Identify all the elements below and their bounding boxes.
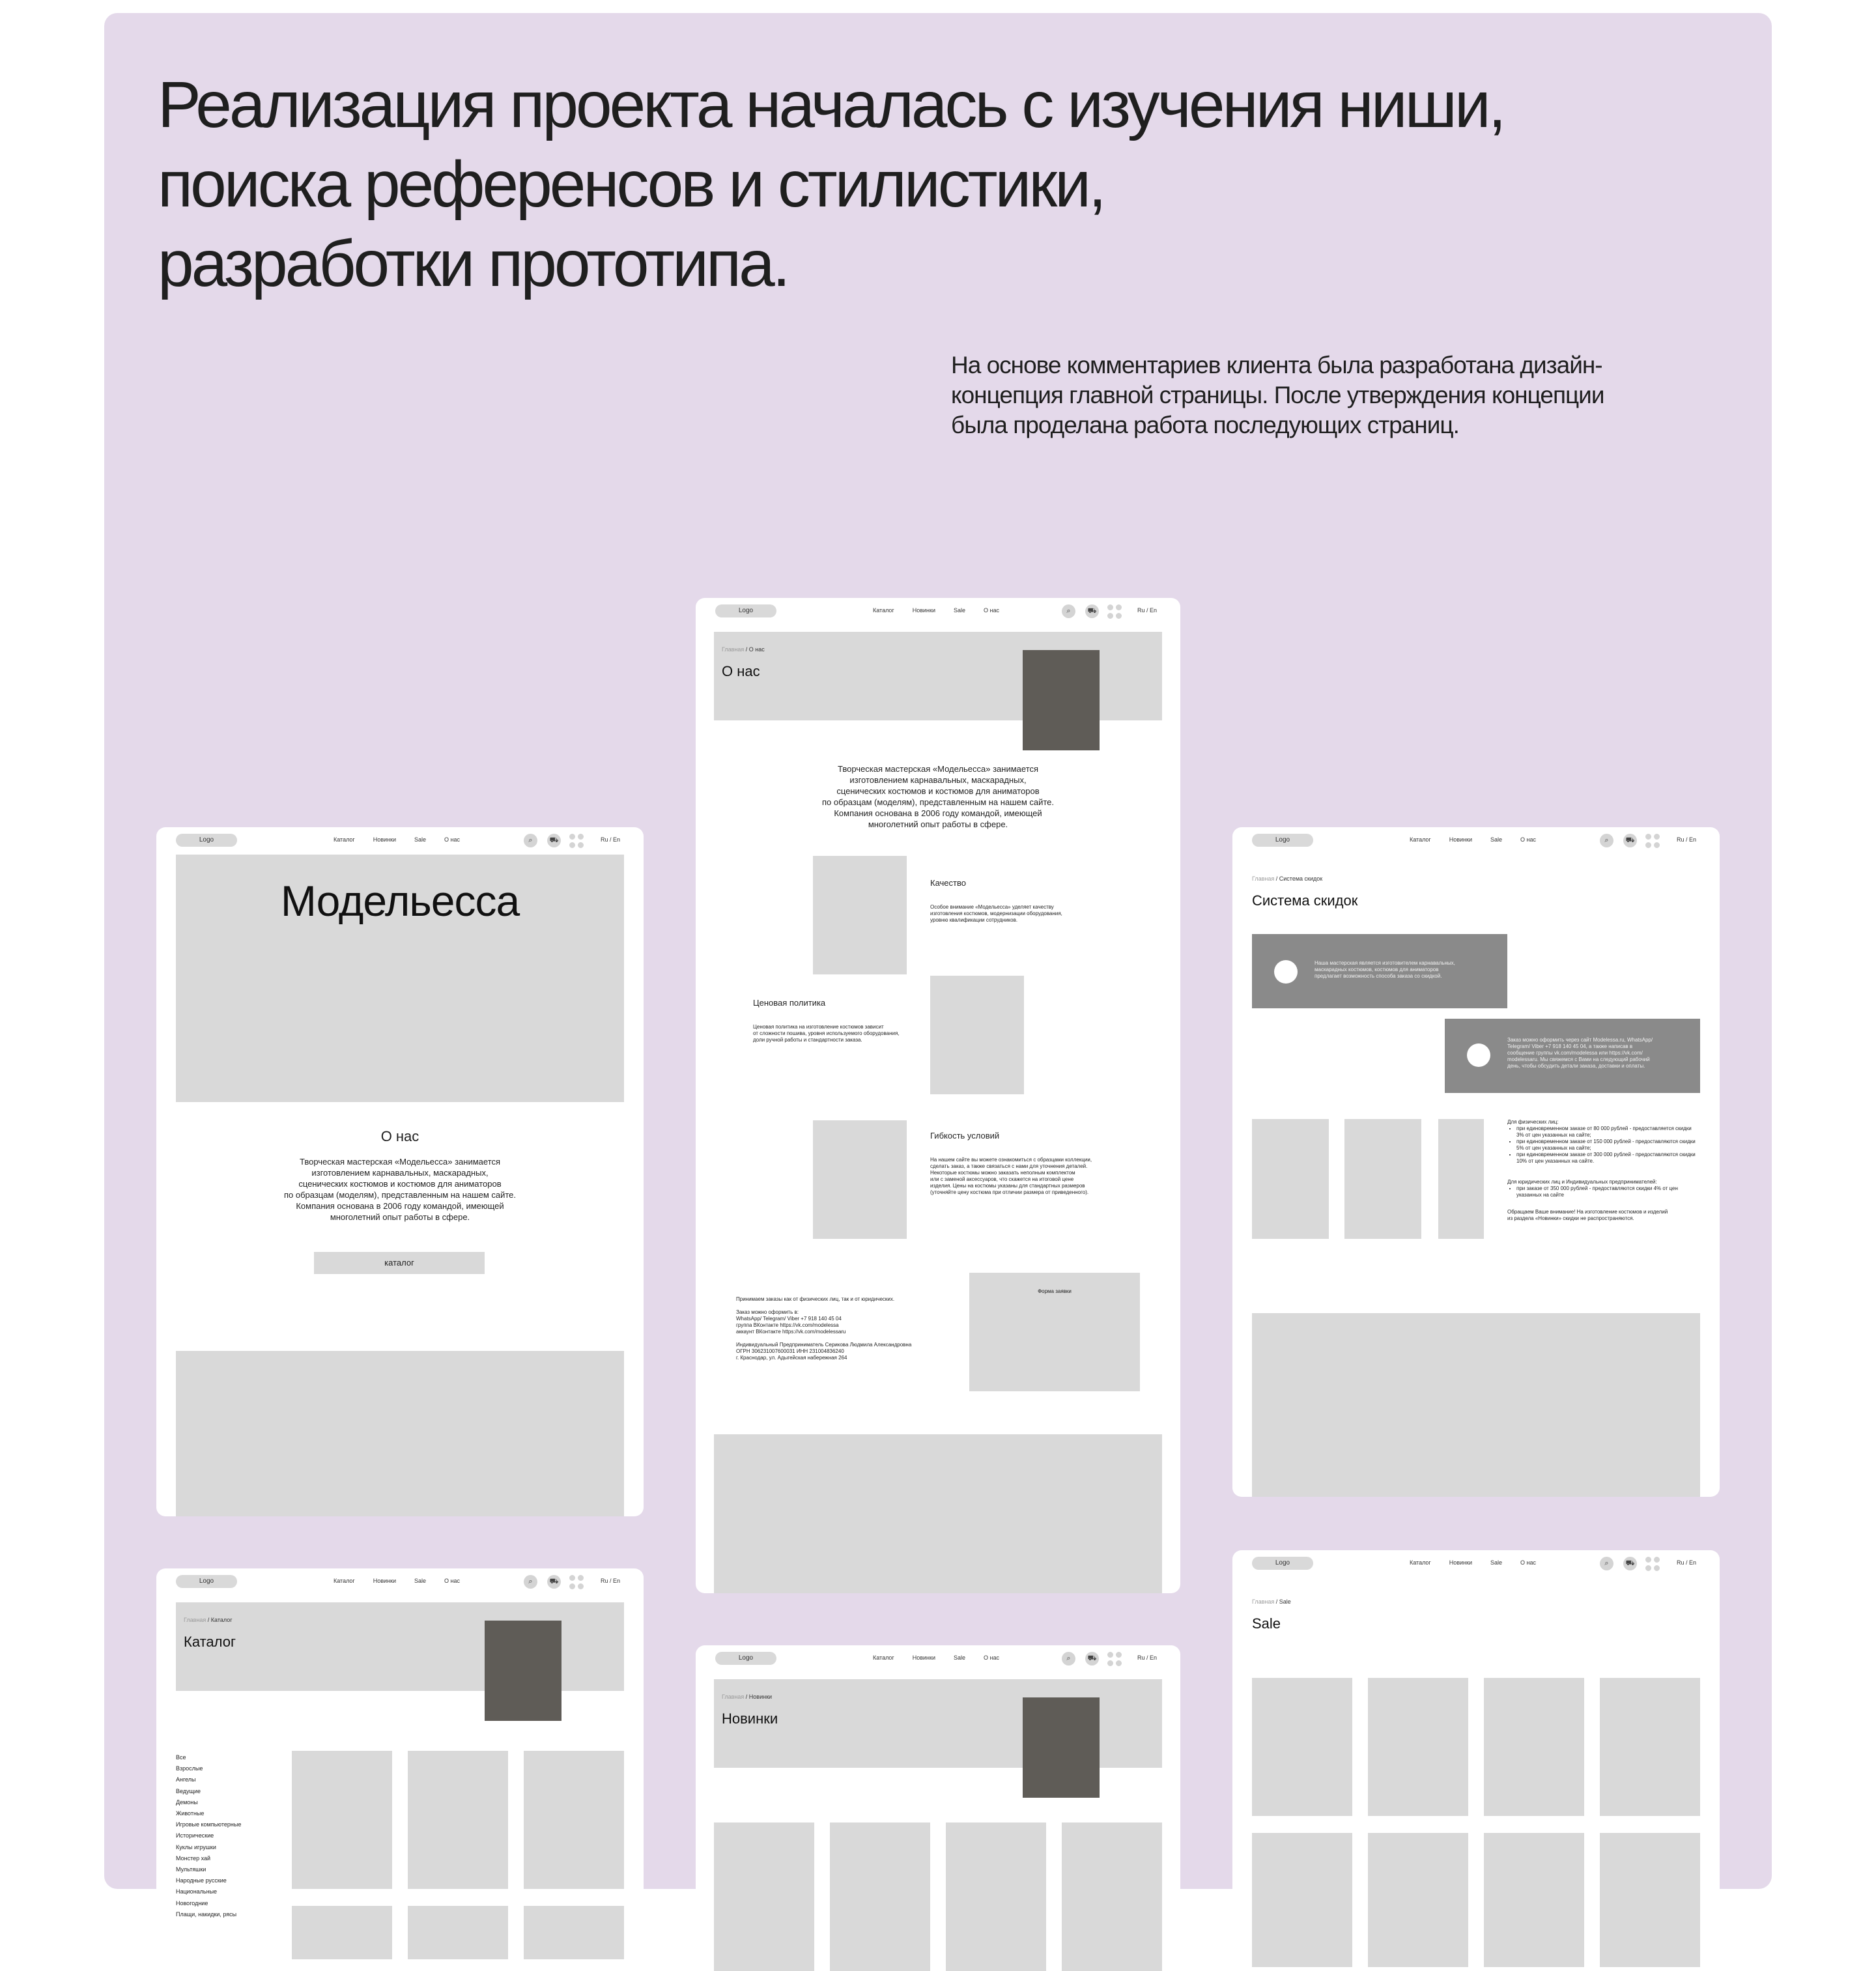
product-card[interactable] [830,1822,930,1971]
language-switch[interactable]: Ru / En [600,1578,620,1584]
breadcrumb [1252,1598,1291,1605]
category-item[interactable]: Взрослые [176,1765,203,1772]
search-icon[interactable]: ⌕ [1062,604,1075,618]
breadcrumb-current: / Sale [1275,1598,1291,1605]
nav-item-about[interactable]: О нас [1520,1559,1536,1566]
mockup-new-items-page [696,1645,1180,1971]
footer-placeholder [714,1434,1162,1593]
nav-item-catalog[interactable]: Каталог [1410,836,1431,843]
about-title: О нас [380,1128,419,1144]
breadcrumb-home[interactable]: Главная [722,1694,745,1700]
discount-image [1252,1119,1329,1239]
cart-icon[interactable]: ⛟ [1085,1652,1099,1666]
nav-menu [873,607,1017,614]
site-nav [696,598,1180,625]
logo[interactable]: Logo [715,1652,776,1665]
category-item[interactable]: Мультяшки [176,1866,206,1873]
logo[interactable]: Logo [176,834,237,847]
search-icon[interactable]: ⌕ [1600,834,1613,847]
nav-item-catalog[interactable]: Каталог [334,836,355,843]
search-icon[interactable]: ⌕ [1600,1557,1613,1570]
headline [158,65,1656,304]
breadcrumb [722,1694,772,1700]
nav-item-catalog[interactable]: Каталог [873,607,894,614]
mockup-about-page [696,598,1180,1593]
price-image [930,976,1024,1094]
product-card[interactable] [292,1906,392,1959]
site-nav [156,1568,644,1596]
category-item[interactable]: Монстер хай [176,1854,211,1862]
logo[interactable]: Logo [1252,1557,1313,1570]
breadcrumb-home[interactable]: Главная [1252,1598,1275,1605]
header-image [485,1621,561,1721]
nav-item-sale[interactable]: Sale [1490,836,1502,843]
nav-menu [873,1654,1017,1661]
mockup-discount-page [1232,827,1720,1497]
category-item[interactable]: Ангелы [176,1776,196,1783]
quality-image [813,856,907,974]
category-item[interactable]: Плащи, накидки, рясы [176,1910,237,1918]
search-icon[interactable]: ⌕ [524,834,537,847]
site-nav [1232,827,1720,855]
nav-menu [334,836,478,843]
language-switch[interactable]: Ru / En [1137,607,1157,614]
nav-item-about[interactable]: О нас [444,1578,460,1584]
price-title: Ценовая политика [753,998,826,1008]
language-switch[interactable]: Ru / En [1137,1654,1157,1661]
product-card[interactable] [524,1751,624,1889]
category-item[interactable]: Куклы игрушки [176,1843,216,1850]
category-item[interactable]: Демоны [176,1798,198,1806]
search-icon[interactable]: ⌕ [524,1575,537,1589]
category-item[interactable]: Исторические [176,1832,214,1839]
quality-title: Качество [930,878,966,888]
logo[interactable]: Logo [176,1575,237,1588]
category-item[interactable]: Животные [176,1810,205,1817]
cart-icon[interactable]: ⛟ [547,834,561,847]
grid-icon[interactable] [569,1575,585,1589]
product-card[interactable] [408,1751,508,1889]
nav-item-catalog[interactable]: Каталог [1410,1559,1431,1566]
breadcrumb-current: / Каталог [207,1617,233,1623]
product-card[interactable] [408,1906,508,1959]
breadcrumb-home[interactable]: Главная [1252,875,1275,882]
grid-icon[interactable] [569,834,585,848]
subtext-line: была проделана работа последующих страниц. [951,412,1459,438]
about-text: Творческая мастерская «Модельесса» занимается изготовлением карнавальных, маскарадных, сценических костюмов и костюмов для аниматоров по образцам (моделям), представленным на нашем сайте. Компания основана в 2006 году командой, имеющей многолетний опыт работы в сфере. [283,1157,517,1222]
page-title: Каталог [184,1634,236,1650]
discount-terms: Для физических лиц: • при единовременном заказе от 80 000 рублей - предоставляется скидки 3% от цен указанных на сайте; • при единовременном заказе от 150 000 рублей - предоставляются скидки 5% от цен указанных на сайте; • при единовременном заказе от 300 000 рублей - предоставляются скидки 10% от цен указанных на сайте. Для юридических лиц и Индивидуальных предпринимателей: • при заказе от 350 000 рублей - предоставляются скидки 4% от цен указанных на сайте Обращаем Ваше внимание! На изготовление костюмов и изделий из раздела «Новинки» скидки не распространяются. [1507,1119,1696,1222]
category-item[interactable]: Национальные [176,1888,218,1895]
search-icon[interactable]: ⌕ [1062,1652,1075,1666]
nav-item-new[interactable]: Новинки [1449,1559,1472,1566]
category-item[interactable]: Игровые компьютерные [176,1821,242,1828]
logo[interactable]: Logo [1252,834,1313,847]
cart-icon[interactable]: ⛟ [1623,1557,1637,1570]
category-item[interactable]: Все [176,1754,186,1761]
headline-line: поиска референсов и стилистики, [158,148,1104,221]
nav-item-about[interactable]: О нас [983,607,999,614]
nav-menu [1410,836,1554,843]
nav-item-about[interactable]: О нас [983,1654,999,1661]
nav-item-sale[interactable]: Sale [414,836,426,843]
nav-item-sale[interactable]: Sale [414,1578,426,1584]
nav-item-new[interactable]: Новинки [373,1578,396,1584]
cart-icon[interactable]: ⛟ [1085,604,1099,618]
nav-menu [1410,1559,1554,1566]
page-title: Новинки [722,1710,778,1727]
info-card-text: Наша мастерская является изготовителем карнавальных, маскарадных костюмов, костюмов для аниматоров предлагает возможность способа заказа со скидкой. [1315,960,1455,979]
orders-text: Принимаем заказы как от физических лиц, так и от юридических. Заказ можно оформить в: WhatsApp/ Telegram/ Viber +7 918 140 45 04 группа ВКонтакте https://vk.com/modelessa аккаунт ВКонтакте https://vk.com/modelessaru Индивидуальный Предприниматель Серикова Людмила Александровна ОГРН 306231007600031 ИНН 231004836240 г. Краснодар, ул. Адыгейская набережная 264 [736,1296,912,1361]
cart-icon[interactable]: ⛟ [547,1575,561,1589]
headline-line: разработки прототипа. [158,227,788,300]
nav-item-catalog[interactable]: Каталог [873,1654,894,1661]
quality-text: Особое внимание «Модельесса» уделяет качеству изготовления костюмов, модернизации оборудования, уровню квалификации сотрудников. [930,904,1062,923]
mockup-sale-page [1232,1550,1720,1967]
breadcrumb [722,646,765,653]
subtext-line: концепция главной страницы. После утверждения концепции [951,382,1604,408]
footer-placeholder [176,1351,624,1516]
product-card[interactable] [1600,1833,1700,1967]
breadcrumb-current: / Новинки [745,1694,773,1700]
language-switch[interactable]: Ru / En [1676,1559,1696,1566]
mockup-catalog-page [156,1568,644,1959]
language-switch[interactable]: Ru / En [1676,836,1696,843]
info-card-dot [1274,960,1298,984]
product-card[interactable] [1368,1833,1468,1967]
mockup-main-page [156,827,644,1516]
about-intro: Творческая мастерская «Модельесса» занимается изготовлением карнавальных, маскарадных, сценических костюмов и костюмов для аниматоров по образцам (моделям), представленным на нашем сайте. Компания основана в 2006 году командой, имеющей многолетний опыт работы в сфере. [821,764,1055,829]
footer-placeholder [1252,1313,1700,1497]
breadcrumb-home[interactable]: Главная [722,646,745,653]
product-card[interactable] [1484,1678,1584,1816]
category-item[interactable]: Ведущие [176,1787,201,1794]
flexibility-image [813,1120,907,1239]
headline-line: Реализация проекта началась с изучения ниши, [158,68,1504,141]
price-text: Ценовая политика на изготовление костюмов зависит от сложности пошива, уровня используемого оборудования, доли ручной работы и стандартности заказа. [753,1024,900,1043]
header-image [1023,1697,1100,1798]
order-card-dot [1467,1043,1490,1067]
site-nav [696,1645,1180,1673]
category-list [176,1752,241,1920]
discount-image [1438,1119,1484,1239]
site-nav [1232,1550,1720,1578]
site-nav [156,827,644,855]
breadcrumb-current: / Система скидок [1275,875,1323,882]
catalog-button[interactable]: каталог [314,1252,485,1274]
nav-item-new[interactable]: Новинки [373,836,396,843]
subtext-line: На основе комментариев клиента была разработана дизайн- [951,352,1602,378]
page-title: Система скидок [1252,892,1358,909]
product-card[interactable] [1252,1833,1352,1967]
header-image [1023,650,1100,750]
product-card[interactable] [1368,1678,1468,1816]
product-card[interactable] [524,1906,624,1959]
page-title: Sale [1252,1615,1281,1632]
flexibility-text: На нашем сайте вы можете ознакомиться с образцами коллекции, сделать заказ, а также связаться с нами для уточнения деталей. Некоторые костюмы можно заказать неполным комплектом или с заменой аксессуаров, что скажется на итоговой цене изделия. Цены на костюмы указаны для стандартных размеров (уточняйте цену костюма при отличии размера от приведенного). [930,1157,1092,1195]
flexibility-title: Гибкость условий [930,1131,1000,1141]
grid-icon[interactable] [1645,834,1661,848]
product-card[interactable] [946,1822,1046,1971]
product-card[interactable] [1252,1678,1352,1816]
hero-title: Модельесса [280,877,520,925]
subtext [951,350,1700,440]
breadcrumb-current: / О нас [745,646,765,653]
nav-menu [334,1578,478,1584]
nav-item-new[interactable]: Новинки [912,1654,935,1661]
product-card[interactable] [292,1751,392,1889]
nav-item-sale[interactable]: Sale [953,1654,965,1661]
breadcrumb [1252,875,1322,882]
logo[interactable]: Logo [715,604,776,617]
category-item[interactable]: Новогодние [176,1899,208,1907]
language-switch[interactable]: Ru / En [600,836,620,843]
grid-icon[interactable] [1107,1652,1123,1666]
product-card[interactable] [714,1822,814,1971]
grid-icon[interactable] [1107,604,1123,619]
nav-item-new[interactable]: Новинки [912,607,935,614]
category-item[interactable]: Народные русские [176,1877,227,1884]
grid-icon[interactable] [1645,1557,1661,1571]
nav-item-sale[interactable]: Sale [953,607,965,614]
product-card[interactable] [1484,1833,1584,1967]
page-title: О нас [722,663,760,679]
breadcrumb-home[interactable]: Главная [184,1617,206,1623]
discount-image [1344,1119,1421,1239]
product-card[interactable] [1062,1822,1162,1971]
product-card[interactable] [1600,1678,1700,1816]
request-form-title: Форма заявки [1038,1288,1072,1294]
nav-item-about[interactable]: О нас [1520,836,1536,843]
nav-item-new[interactable]: Новинки [1449,836,1472,843]
cart-icon[interactable]: ⛟ [1623,834,1637,847]
nav-item-sale[interactable]: Sale [1490,1559,1502,1566]
order-card-text: Заказ можно оформить через сайт Modelessa.ru, WhatsApp/ Telegram/ Viber +7 918 140 45 04, а также написав в сообщение группы vk.com/modelessa или https://vk.com/ modelessaru. Мы свяжемся с Вами на следующий рабочий день, чтобы обсудить детали заказа, доставки и оплаты. [1507,1037,1653,1069]
nav-item-catalog[interactable]: Каталог [334,1578,355,1584]
breadcrumb [184,1617,233,1623]
nav-item-about[interactable]: О нас [444,836,460,843]
